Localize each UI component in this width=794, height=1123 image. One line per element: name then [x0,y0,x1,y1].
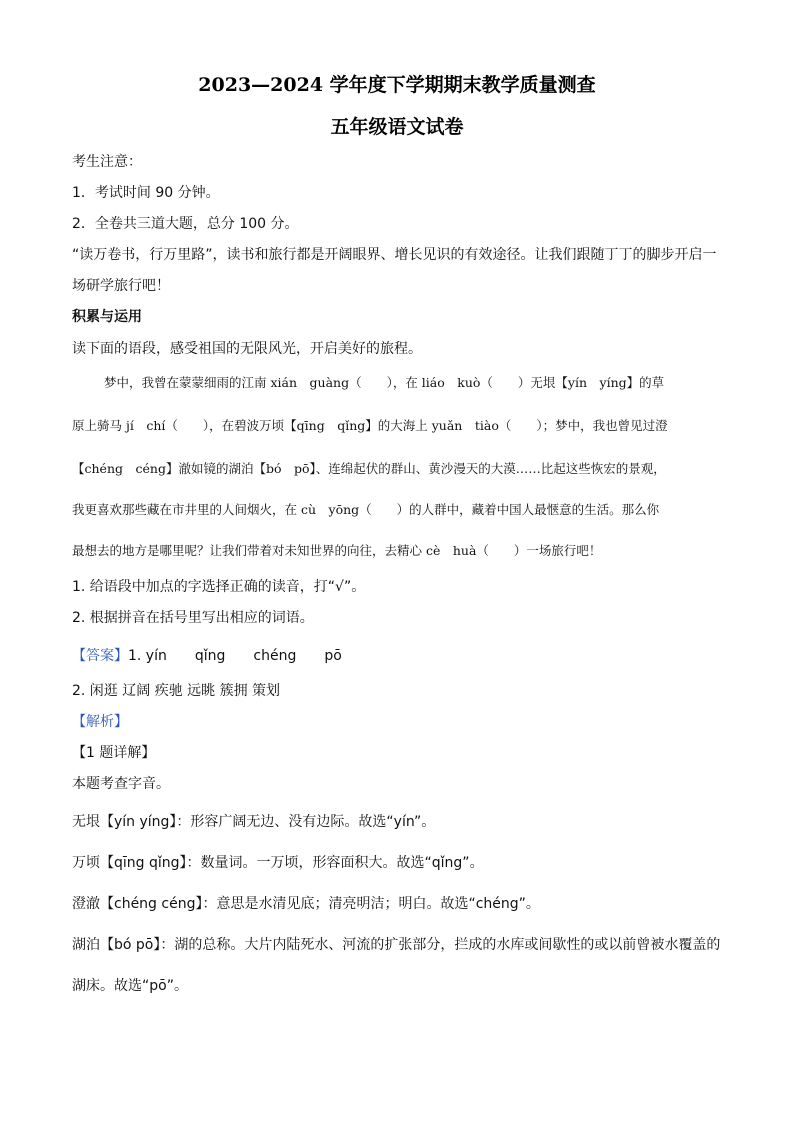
question-2: 2. 根据拼音在括号里写出相应的词语。 [72,610,314,626]
passage-line: 我更喜欢那些藏在市井里的人间烟火，在 cù yōng（ ）的人群中，藏着中国人最惬意的生活。那么你 [72,502,660,517]
detail-intro: 本题考查字音。 [72,776,170,792]
explanation-line: 万顷【qīng qǐng】：数量词。一万顷，形容面积大。故选“qǐng”。 [72,855,484,871]
explanation-line: 湖床。故选“pō”。 [72,978,188,994]
passage-line: 梦中，我曾在蒙蒙细雨的江南 xián guàng（ ），在 liáo kuò（ ）无垠【yín yíng】的草 [104,375,665,390]
passage-line: 【chéng céng】澈如镜的湖泊【bó pō】、连绵起伏的群山、黄沙漫天的大漠……比起这些恢宏的景观， [72,461,666,476]
section-title: 积累与运用 [72,309,142,325]
notice-item: 1．考试时间 90 分钟。 [72,185,220,201]
answer-label: 【答案】 [72,648,128,664]
passage-line: 最想去的地方是哪里呢？让我们带着对未知世界的向往，去精心 cè huà（ ）一场旅行吧！ [72,543,602,558]
reading-instruction: 读下面的语段，感受祖国的无限风光，开启美好的旅程。 [72,341,422,357]
exam-title: 2023—2024 学年度下学期期末教学质量测查 [198,74,596,96]
analysis-label: 【解析】 [72,714,128,730]
intro-line: “读万卷书，行万里路”，读书和旅行都是开阔眼界、增长见识的有效途径。让我们跟随丁丁的脚步开启一 [72,247,717,263]
notice-item: 2．全卷共三道大题，总分 100 分。 [72,216,299,232]
question-1: 1. 给语段中加点的字选择正确的读音，打“√”。 [72,579,366,595]
explanation-line: 澄澈【chéng céng】：意思是水清见底；清亮明洁；明白。故选“chéng”。 [72,896,540,912]
explanation-line: 湖泊【bó pō】：湖的总称。大片内陆死水、河流的扩张部分，拦成的水库或间歇性的或以前曾被水覆盖的 [72,937,721,953]
passage-line: 原上骑马 jí chí（ ），在碧波万顷【qīng qǐng】的大海上 yuǎn tiào（ ）；梦中，我也曾见过澄 [72,418,668,433]
answer-line-1 [72,646,732,666]
detail-label: 【1 题详解】 [72,745,156,761]
exam-subtitle: 五年级语文试卷 [330,116,464,138]
answer-text-1: 1. yín qǐng chéng pō [128,648,342,664]
answer-line-2: 2. 闲逛 辽阔 疾驰 远眺 簇拥 策划 [72,683,281,699]
notice-heading: 考生注意： [72,154,142,170]
intro-line: 场研学旅行吧！ [72,278,170,294]
explanation-line: 无垠【yín yíng】：形容广阔无边、没有边际。故选“yín”。 [72,814,436,830]
